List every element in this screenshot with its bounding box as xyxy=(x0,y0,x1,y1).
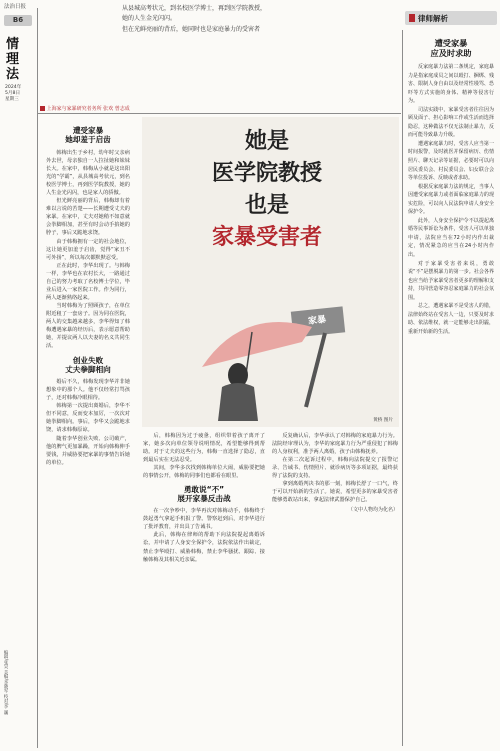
person-icon xyxy=(218,363,258,421)
right-column xyxy=(408,38,494,337)
left-body-2: 婚后不久，韩梅发现李华并非她想象中的那个人。他不仅经常打骂孩子，还对韩梅冷眼相待。 韩梅第一次提出离婚后，李华不但不同意，反而变本加厉，一次次对她拳脚相向。事后，李华又会跪地求饶，请求韩梅原谅。 随着李华创业失败、公司破产，他的脾气更加暴躁，开始向韩梅伸手要钱，并威胁要把家暴的事情告诉她的单位。 xyxy=(46,379,130,466)
middle-body-2: 在一次争吵中，李华再次对韩梅动手，韩梅终于鼓起勇气拿起手机报了警。警察赶到后，对李华进行了批评教育，并出具了告诫书。 此后，韩梅在律师的帮助下向法院提起离婚诉讼，并申请了人身安全保护令，法院依法作出裁定，禁止李华殴打、威胁韩梅，禁止李华骚扰、跟踪、接触韩梅及其相关近亲属。 xyxy=(143,508,265,563)
section-char-1: 情 xyxy=(6,37,20,52)
footer-note: （文中人物均为化名） xyxy=(347,507,398,514)
page-number: B6 xyxy=(4,15,32,26)
section-char-3: 法 xyxy=(6,67,20,82)
middle-subtitle: 勇敢说“不” 展开家暴反击战 xyxy=(177,485,231,504)
hero-art xyxy=(142,117,399,427)
left-subtitle: 创业失败 丈夫拳脚相向 xyxy=(65,356,111,375)
middle-body: 后，韩梅因为过于疲惫，组织带着孩子离开了家，她多次向单位领导说明情况，希望能够得到帮助。对于丈夫的这些行为，韩梅一直选择了隐忍，直到最后实在无法忍受。 其间，李华多次找到韩梅单位大闹，威胁要把她的事情公开，韩梅的同事们也都看在眼里。 xyxy=(143,433,265,480)
date-line: 2024年 5月8日 星期三 xyxy=(5,85,22,102)
hero-title: 她是 医学院教授 也是 家暴受害者 xyxy=(211,128,322,250)
newspaper-name: 法治日报 xyxy=(4,4,27,10)
image-caption: 黄桥 图片 xyxy=(373,418,393,423)
middle-body-3: 反复确认后，李华承认了对韩梅的家庭暴力行为。法院经审理认为，李华的家庭暴力行为严重侵犯了韩梅的人身权利，准予两人离婚，孩子由韩梅抚养。 在第二次起诉过程中，韩梅向法院提交了报警记录、告诫书、伤情照片、就诊病历等多项证据，最终获得了法院的支持。 拿到离婚判决书的那一刻，韩梅长舒了一口气，终于可以开始新的生活了。她说，希望更多的家暴受害者能够勇敢站出来，拿起法律武器保护自己。 xyxy=(272,433,398,504)
sign-label: 家暴 xyxy=(307,315,327,327)
hero-illustration xyxy=(142,117,399,427)
byline: 上海家与家暴研究者务所 张欢 曾志成 xyxy=(40,105,130,112)
left-title: 遭受家暴 她却羞于启齿 xyxy=(65,126,111,144)
byline-square-icon xyxy=(40,106,45,111)
left-column xyxy=(46,126,130,467)
vertical-credit: 编辑/张昊 美编/李晓军 校对/李 巍 xyxy=(3,650,8,715)
left-body: 韩梅出生于乡村，幼年时父亲病外去世，母亲独自一人拉扯她和妹妹长大。在家中，韩梅从小就是这出阳光的“学霸”，从县城高考状元，到名校医学博士，再到医学院教授，她的人生金光闪闪，也是家人的骄傲。 但光鲜亮丽的背后，韩梅却有着难以言说的苦楚——长期遭受丈夫的家暴。在家中，丈夫对她稍不如意就会拳脚相加，甚至有时会动手掐她的脖子，事后又跪地求饶。 由于韩梅拥有一定的社会地位，这让她更加羞于启齿，觉得“家丑不可外扬”，所以每次都默默忍受。 正在此时，李华出现了。与韩梅一样，李华也在农村长大，一路通过自己的努力考取了名校博士学位，毕业后进入一家医院工作。作为同行，两人逐渐熟络起来。 当时韩梅为了照顾孩子，在单位附近租了一套房子。因为同在医院，两人的交集越来越多，李华得知了韩梅遭遇家暴的经历后，表示愿意帮助她，并提议两人以夫妻的名义共同生活。 xyxy=(46,150,130,350)
middle-column xyxy=(143,432,265,564)
section-badge: 律师解析 xyxy=(405,11,497,25)
umbrella-icon xyxy=(202,322,312,402)
top-quote: 从县城高考状元，到名校医学博士，再到医学院教授， 她的人生金光闪闪。 但在光鲜亮丽的背后，她同时也是家庭暴力的受害者 xyxy=(122,5,267,33)
right-title: 遭受家暴 应及时求助 xyxy=(430,38,472,58)
right-body: 反家庭暴力法第二条规定，家庭暴力是指家庭成员之间以殴打、捆绑、残害、限制人身自由以及经常性谩骂、恐吓等方式实施的身体、精神等侵害行为。 司法实践中，家暴受害者往往因为顾及面子、担心影响工作或生活而选择隐忍，这种做法不仅无法制止暴力，反而可能导致暴力升级。 遭遇家庭暴力时，受害人应当第一时间报警，及时就医并保留病历、伤情照片、聊天记录等证据，必要时可以向居民委员会、村民委员会、妇女联合会等单位投诉、反映或者求助。 根据反家庭暴力法的规定，当事人因遭受家庭暴力或者面临家庭暴力的现实危险，可以向人民法院申请人身安全保护令。 此外，人身安全保护令不以提起离婚等民事诉讼为条件，受害人可以单独申请，法院应当在72小时内作出裁定，情况紧急的应当在24小时内作出。 对于家暴受害者来说，勇敢说“不”是摆脱暴力的第一步。社会各界也应当给予家暴受害者更多的理解和支持，共同营造零容忍家庭暴力的社会氛围。 总之，遭遇家暴不是受害人的错，法律始终站在受害人一边，只要及时求助、依法维权，就一定能够走出阴霾，重新开始新的生活。 xyxy=(408,64,494,335)
badge-marker-icon xyxy=(409,14,415,22)
section-char-2: 理 xyxy=(6,52,20,67)
middle-column-2 xyxy=(272,432,398,513)
